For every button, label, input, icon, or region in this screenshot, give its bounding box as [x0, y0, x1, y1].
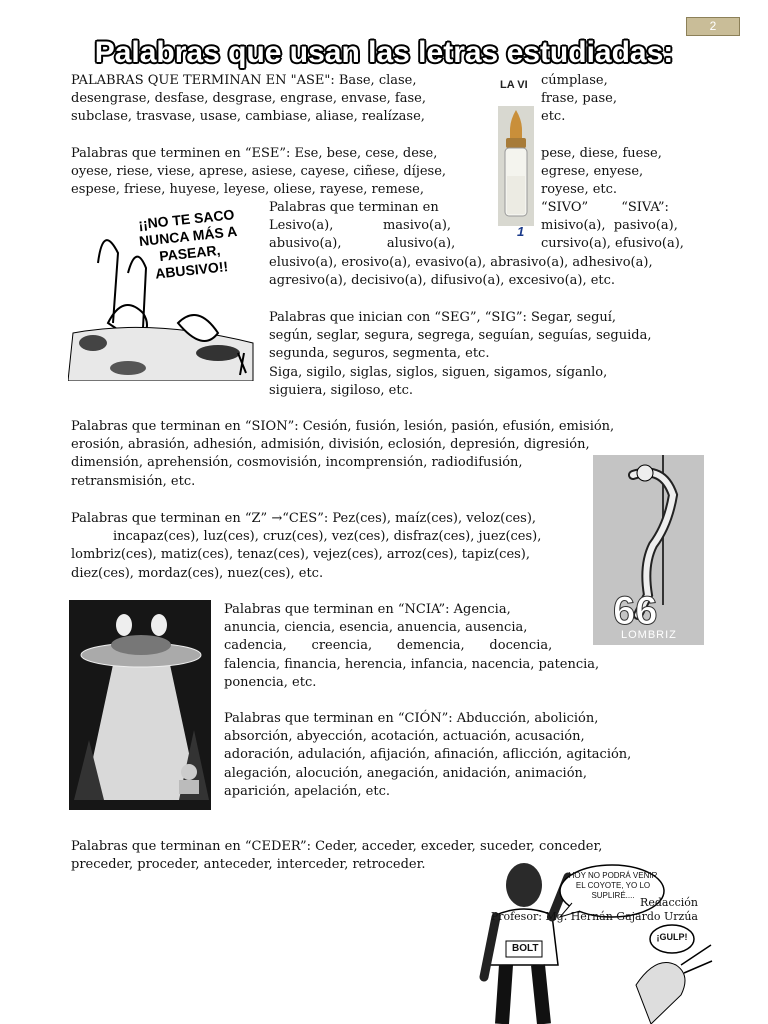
text-line: retransmisión, etc.: [71, 473, 196, 489]
worm-number: 66: [613, 589, 658, 633]
text-line: egrese, enyese,: [541, 164, 644, 180]
text-line: Palabras que inician con “SEG”, “SIG”: Segar, seguí,: [269, 310, 617, 325]
ase-paragraph-left: [71, 72, 481, 127]
bottle-label: LA VI: [500, 79, 528, 91]
text-line: alegación, alocución, anegación, anidación, animación,: [224, 765, 588, 781]
ufo-drawing: [69, 600, 211, 810]
text-line: Palabras que terminan en “SION”: Cesión, fusión, lesión, pasión, efusión, emisión,: [71, 419, 615, 434]
cartoon-speech-text: ¡¡NO TE SACO NUNCA MÁS A PASEAR, ABUSIVO!!: [137, 206, 238, 282]
text-line: Palabras que terminen en “ESE”: Ese, bese, cese, dese,: [71, 146, 438, 161]
text-fragment: misivo(a), pasivo(a),: [541, 218, 678, 234]
text-line: desengrase, desfase, desgrase, engrase, envase, fase,: [71, 91, 426, 107]
text-line: incapaz(ces), luz(ces), cruz(ces), vez(ces), disfraz(ces), juez(ces),: [113, 529, 542, 545]
seg-paragraph: [269, 309, 697, 400]
text-line: preceder, proceder, anteceder, interceder, retroceder.: [71, 857, 426, 873]
credits: [480, 896, 698, 924]
credits-line: Profesor: Mg. Hernán Gajardo Urzúa: [490, 910, 698, 923]
text-line: Siga, sigilo, siglas, siglos, siguen, sigamos, síganlo,: [269, 364, 608, 380]
text-fragment: Palabras que terminan en: [269, 200, 439, 215]
text-line: frase, pase,: [541, 91, 617, 107]
text-line: elusivo(a), erosivo(a), evasivo(a), abrasivo(a), adhesivo(a),: [269, 254, 653, 270]
text-line: ponencia, etc.: [224, 674, 317, 690]
text-line: adoración, adulación, afijación, afinación, aflicción, agitación,: [224, 747, 632, 763]
text-line: lombriz(ces), matiz(ces), tenaz(ces), vejez(ces), arroz(ces), tapiz(ces),: [71, 547, 531, 563]
text-line: [269, 217, 697, 235]
ese-paragraph-left: [71, 145, 481, 200]
text-line: pese, diese, fuese,: [541, 146, 662, 161]
text-line: erosión, abrasión, adhesión, admisión, división, eclosión, depresión, digresión,: [71, 437, 590, 453]
page-number-badge: 2: [686, 17, 740, 36]
text-line: royese, etc.: [541, 182, 618, 198]
worm-caption: LOMBRIZ: [621, 629, 677, 641]
text-line: anuncia, ciencia, esencia, anuencia, ausencia,: [224, 620, 528, 636]
ese-paragraph-right: [541, 145, 701, 200]
ufo-abduction-image: [69, 600, 211, 810]
text-line: agresivo(a), decisivo(a), difusivo(a), excesivo(a), etc.: [269, 272, 616, 288]
text-fragment: abusivo(a), alusivo(a),: [269, 236, 456, 252]
ase-paragraph-right: [541, 72, 701, 127]
text-line: Palabras que terminan en “NCIA”: Agencia,: [224, 602, 511, 617]
text-line: oyese, riese, viese, aprese, asiese, cayese, ciñese, díjese,: [71, 164, 447, 180]
credits-line: Redacción: [640, 896, 698, 909]
bolt-shirt-text: BOLT: [512, 943, 539, 954]
z-ces-paragraph: [71, 510, 581, 583]
sivo-paragraph: [269, 199, 697, 290]
text-line: Palabras que terminan en “CEDER”: Ceder, acceder, exceder, suceder, conceder,: [71, 839, 603, 854]
cartoon-abusivo-image: [68, 203, 260, 381]
bottle-number: 1: [517, 224, 525, 239]
text-line: falencia, financia, herencia, infancia, nacencia, patencia,: [224, 656, 600, 672]
text-line: Palabras que terminan en “CIÓN”: Abducción, abolición,: [224, 711, 599, 726]
text-line: diez(ces), mordaz(ces), nuez(ces), etc.: [71, 565, 324, 581]
page-title: Palabras que usan las letras estudiadas:: [94, 36, 674, 69]
text-fragment: cursivo(a), efusivo(a),: [541, 236, 684, 252]
text-line: segunda, seguros, segmenta, etc.: [269, 346, 490, 362]
text-line: dimensión, aprehensión, cosmovisión, incomprensión, radiodifusión,: [71, 455, 523, 471]
text-line: siguiera, sigiloso, etc.: [269, 382, 413, 398]
ncia-paragraph: [224, 601, 697, 692]
text-fragment: “SIVO” “SIVA”:: [541, 200, 669, 215]
text-line: según, seglar, segura, segrega, seguían, seguías, seguida,: [269, 328, 652, 344]
text-line: aparición, apelación, etc.: [224, 783, 391, 799]
text-line: [269, 235, 697, 253]
text-fragment: Lesivo(a), masivo(a),: [269, 218, 452, 234]
text-line: Palabras que terminan en “Z” →“CES”: Pez(ces), maíz(ces), veloz(ces),: [71, 511, 537, 526]
bird-speech-bubble: ¡GULP!: [656, 932, 688, 942]
text-line: absorción, abyección, acotación, actuación, acusación,: [224, 729, 585, 745]
text-line: [269, 199, 697, 217]
cion-paragraph: [224, 710, 697, 801]
text-line: PALABRAS QUE TERMINAN EN "ASE": Base, clase,: [71, 73, 417, 88]
bolt-speech-bubble: HOY NO PODRÁ VENIR EL COYOTE, YO LO SUPLIRÉ....: [568, 871, 658, 900]
bolt-cartoon-image: [476, 855, 716, 1024]
text-line: cúmplase,: [541, 73, 608, 88]
text-line: subclase, trasvase, usase, cambiase, aliase, realízase,: [71, 109, 425, 125]
text-line: etc.: [541, 109, 566, 125]
text-line: cadencia, creencia, demencia, docencia,: [224, 638, 553, 654]
text-line: espese, friese, huyese, leyese, oliese, rayese, remese,: [71, 182, 424, 198]
